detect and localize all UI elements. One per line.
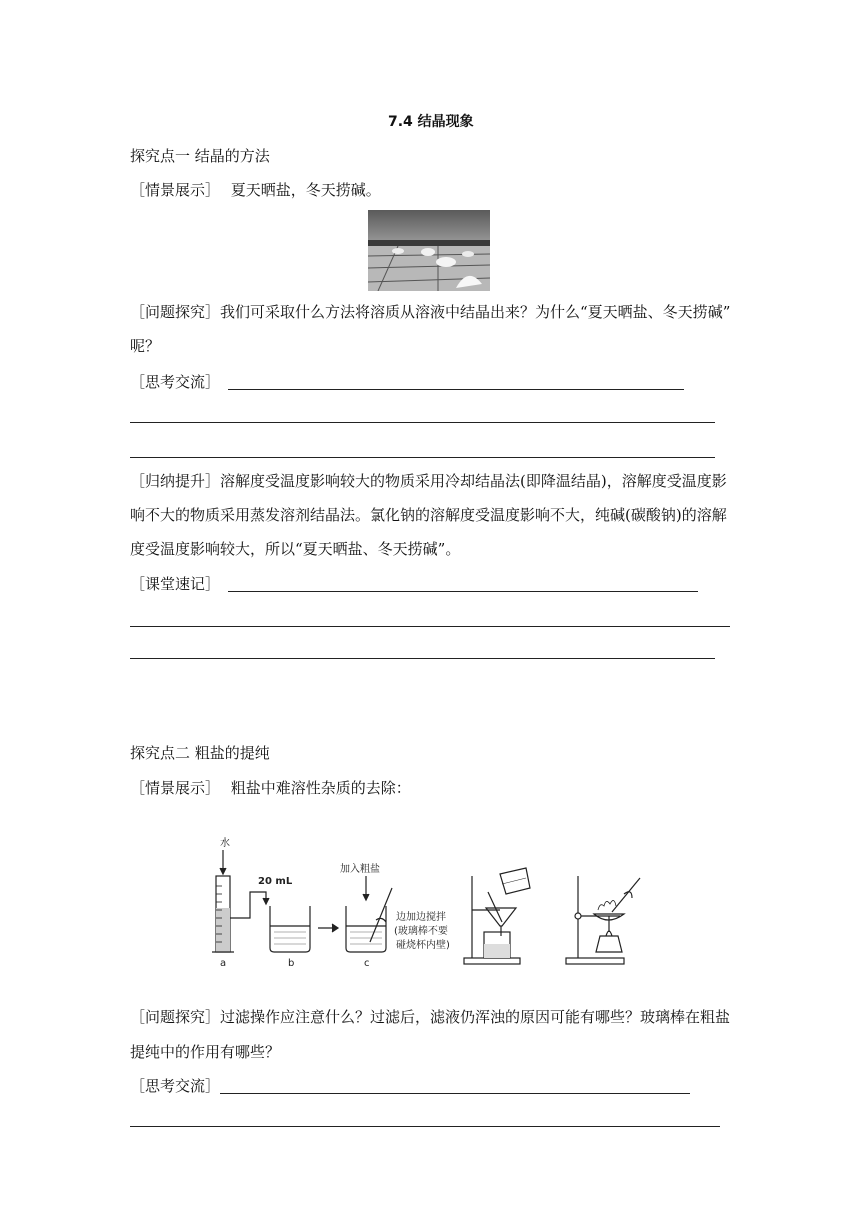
scene-text: 粗盐中难溶性杂质的去除： [230,779,411,797]
question-label: ［问题探究］ [130,303,221,321]
section2-scene [130,778,411,798]
section1-heading: 探究点一 结晶的方法 [130,147,270,165]
summary-text: 溶解度受温度影响较大的物质采用冷却结晶法(即降温结晶)，溶解度受温度影 [220,472,727,490]
label-b: b [288,958,295,969]
summary-line: 度受温度影响较大，所以“夏天晒盐、冬天捞碱”。 [130,540,461,558]
beaker-c [346,876,392,952]
graduated-cylinder [212,850,269,952]
label-add-salt: 加入粗盐 [340,864,380,875]
section1-think-label: ［思考交流］ [130,373,221,391]
answer-line[interactable] [130,457,715,458]
summary-label: ［归纳提升］ [130,472,221,490]
section1-notes-label: ［课堂速记］ [130,575,221,593]
section2-think-label: ［思考交流］ [130,1077,221,1095]
label-stir-1: 边加边搅拌 [396,912,446,923]
label-volume: 20 mL [258,876,293,887]
section1-summary [130,471,727,491]
answer-line[interactable] [130,422,715,423]
evaporation-apparatus [566,876,640,964]
question-label: ［问题探究］ [130,1008,221,1026]
salt-field-photo [368,210,490,291]
scene-label: ［情景展示］ [130,181,221,199]
section1-scene [130,180,381,200]
page-title: 7.4 结晶现象 [388,114,474,130]
answer-line[interactable] [130,1126,720,1127]
section2-question [130,1007,730,1027]
question-text: 我们可采取什么方法将溶质从溶液中结晶出来？为什么“夏天晒盐、冬天捞碱” [220,303,731,321]
section1-question [130,302,730,322]
notes-line[interactable] [228,591,698,592]
scene-text: 夏天晒盐，冬天捞碱。 [230,181,381,199]
summary-line: 响不大的物质采用蒸发溶剂结晶法。氯化钠的溶解度受温度影响不大，纯碱(碳酸钠)的溶解 [130,506,727,524]
section1-question-cont: 呢？ [130,337,161,355]
salt-purification-diagram [200,832,660,972]
notes-line[interactable] [130,626,730,627]
section2-heading: 探究点二 粗盐的提纯 [130,744,270,762]
notes-line[interactable] [130,658,715,659]
label-stir-3: 碰烧杯内壁) [396,940,450,951]
section2-question-cont: 提纯中的作用有哪些？ [130,1043,281,1061]
filtration-apparatus [464,868,530,964]
scene-label: ［情景展示］ [130,779,221,797]
question-text: 过滤操作应注意什么？过滤后，滤液仍浑浊的原因可能有哪些？玻璃棒在粗盐 [220,1008,731,1026]
answer-line[interactable] [228,389,684,390]
label-a: a [220,958,227,969]
beaker-b [270,906,338,952]
label-c: c [364,958,370,969]
label-stir-2: (玻璃棒不要 [394,926,448,937]
answer-line[interactable] [220,1093,690,1094]
label-water: 水 [220,838,230,849]
